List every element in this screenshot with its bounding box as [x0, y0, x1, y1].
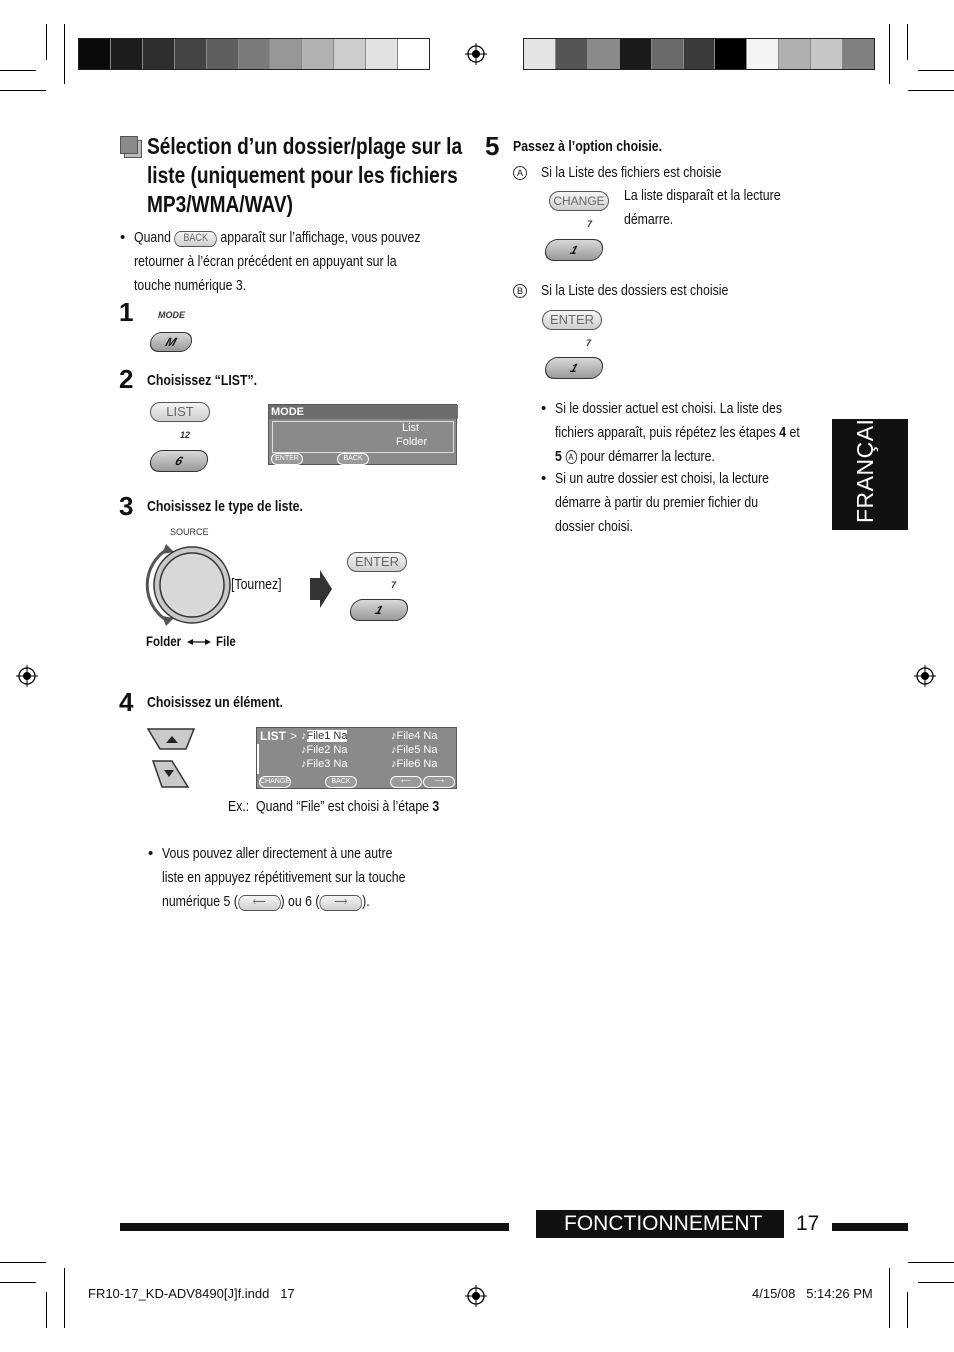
color-swatch [302, 39, 334, 69]
crop-mark [918, 70, 954, 71]
crop-mark [46, 1292, 47, 1328]
color-swatch [620, 39, 652, 69]
key-6-button[interactable]: 6 [146, 450, 211, 472]
display-file-item: ♪File4 Na [391, 730, 438, 742]
color-swatch [175, 39, 207, 69]
registration-mark-icon [465, 43, 487, 65]
change-key: CHANGE [549, 191, 609, 211]
music-note-icon: ♪ [391, 744, 397, 756]
step-label: Choisissez le type de liste. [147, 498, 303, 515]
crop-mark [0, 90, 46, 91]
display-scrollbar [257, 744, 259, 774]
mode-label: MODE [158, 310, 185, 320]
color-calibration-bar-right [523, 38, 875, 70]
arrow-right-icon [310, 570, 332, 608]
footer-rule-left [120, 1223, 509, 1231]
print-date-info: 4/15/08 5:14:26 PM [752, 1286, 873, 1301]
color-swatch [747, 39, 779, 69]
option-a: A Si la Liste des fichiers est choisie [513, 161, 761, 185]
crop-mark [46, 24, 47, 60]
circle-letter-a: A [565, 450, 576, 464]
color-swatch [779, 39, 811, 69]
language-tab [832, 402, 908, 530]
key-number-label: 7 [586, 338, 592, 348]
display-file-item: ♪File5 Na [391, 744, 438, 756]
display-item-folder: Folder [396, 436, 428, 448]
crop-mark [907, 1292, 908, 1328]
color-swatch [715, 39, 747, 69]
color-swatch [334, 39, 366, 69]
bullet: • [541, 470, 547, 487]
display-files-left [301, 729, 347, 771]
step4-bullet-paragraph: Vous pouvez aller directement à une autre liste en appuyez répétitivement sur la touche numérique 5 ( ⟵ ) ou 6 ( ⟶ ). [162, 845, 406, 910]
crop-mark [908, 90, 954, 91]
key-1-button[interactable]: 1 [346, 599, 411, 621]
circle-letter-b: B [513, 284, 527, 298]
down-key-button[interactable] [150, 758, 190, 790]
registration-mark-icon [914, 665, 936, 687]
display-back-button: BACK [337, 453, 369, 465]
music-note-icon: ♪ [301, 730, 307, 742]
step-number: 1 [119, 297, 134, 327]
crop-mark [918, 1282, 954, 1283]
display-mode-menu [268, 404, 457, 465]
display-file-list [256, 727, 457, 789]
music-note-icon: ♪ [301, 758, 307, 770]
color-swatch [652, 39, 684, 69]
crop-mark [889, 24, 890, 84]
enter-key: ENTER [347, 552, 407, 572]
right-arrow-key-icon: ⟶ [320, 895, 363, 911]
music-note-icon: ♪ [391, 730, 397, 742]
color-swatch [111, 39, 143, 69]
crop-mark [907, 24, 908, 60]
display-enter-button: ENTER [271, 453, 303, 465]
color-swatch [811, 39, 843, 69]
crop-mark [0, 1262, 46, 1263]
music-note-icon: ♪ [301, 744, 307, 756]
display-item-list: List [402, 422, 420, 434]
footer-rule-right [832, 1223, 908, 1231]
display-file-item: ♪File1 Na [301, 730, 348, 742]
crop-mark [64, 1268, 65, 1328]
color-calibration-bar-left [78, 38, 430, 70]
step-number: 3 [119, 491, 134, 521]
crop-mark [908, 1262, 954, 1263]
bullet: • [541, 400, 547, 417]
bullet: • [120, 229, 126, 246]
step-number: 4 [119, 687, 134, 717]
up-key-button[interactable] [146, 726, 196, 752]
color-swatch [270, 39, 302, 69]
color-swatch [524, 39, 556, 69]
display-file-item: ♪File6 Na [391, 758, 438, 770]
color-swatch [143, 39, 175, 69]
intro-paragraph: Quand BACK apparaît sur l’affichage, vous pouvez retourner à l’écran précédent en appuyant sur la touche numérique 3. [134, 229, 421, 294]
display-header: MODE [269, 405, 458, 419]
option-b: B Si la Liste des dossiers est choisie [513, 279, 770, 303]
option-a-result: La liste disparaît et la lecture démarre. [624, 187, 781, 228]
turn-label: [Tournez] [231, 576, 282, 593]
source-label: SOURCE [170, 527, 209, 537]
language-tab-label: FRANÇAIS [852, 402, 878, 523]
color-swatch [556, 39, 588, 69]
display-header: LIST [260, 729, 286, 743]
footer-section-box [536, 1210, 784, 1238]
step-label: Choisissez “LIST”. [147, 372, 258, 389]
step-number: 2 [119, 364, 134, 394]
color-swatch [239, 39, 271, 69]
section-square-icon [120, 136, 138, 154]
display-file-item: ♪File3 Na [301, 758, 348, 770]
color-swatch [843, 39, 874, 69]
key-1-button[interactable]: 1 [541, 239, 606, 261]
left-arrow-key-icon: ⟵ [238, 895, 281, 911]
step-label: Choisissez un élément. [147, 694, 284, 711]
step-label: Passez à l’option choisie. [513, 138, 663, 155]
circle-letter-a: A [513, 166, 527, 180]
display-file-item: ♪File2 Na [301, 744, 348, 756]
color-swatch [398, 39, 429, 69]
mode-key-button[interactable]: M [147, 332, 195, 352]
key-number-label: 7 [587, 219, 593, 229]
crop-mark [64, 24, 65, 84]
display-right-arrow-button: ⟶ [423, 776, 455, 788]
crop-mark [0, 70, 36, 71]
display-change-button: CHANGE [259, 776, 291, 788]
music-note-icon: ♪ [391, 758, 397, 770]
crop-mark [0, 1282, 36, 1283]
key-number-label: 7 [391, 580, 397, 590]
registration-mark-icon [16, 665, 38, 687]
file-label: File [216, 633, 236, 649]
print-file-info: FR10-17_KD-ADV8490[J]f.indd 17 [88, 1286, 295, 1301]
double-arrow-icon [187, 637, 211, 647]
color-swatch [684, 39, 716, 69]
control-dial-icon[interactable] [144, 540, 234, 630]
option-b-bullet-2: Si un autre dossier est choisi, la lecture démarre à partir du premier fichier du dossier choisi. [555, 470, 769, 535]
crop-mark [889, 1268, 890, 1328]
display-left-arrow-button: ⟵ [390, 776, 422, 788]
folder-label: Folder [146, 633, 182, 649]
color-swatch [588, 39, 620, 69]
color-swatch [366, 39, 398, 69]
list-key: LIST [150, 402, 210, 422]
page-number: 17 [796, 1212, 820, 1235]
enter-key: ENTER [542, 310, 602, 330]
color-swatch [79, 39, 111, 69]
bullet: • [148, 845, 154, 862]
example-caption: Ex.: Quand “File” est choisi à l’étape 3 [228, 798, 440, 815]
back-key: BACK [174, 231, 217, 247]
footer-section-label: FONCTIONNEMENT [564, 1212, 763, 1235]
color-swatch [207, 39, 239, 69]
key-number-label: 12 [180, 430, 191, 440]
registration-mark-icon [465, 1285, 487, 1307]
section-title: Sélection d’un dossier/plage sur la liste (uniquement pour les fichiers MP3/WMA/WAV) [147, 133, 463, 217]
key-1-button[interactable]: 1 [541, 357, 606, 379]
display-back-button: BACK [325, 776, 357, 788]
option-b-bullet-1: Si le dossier actuel est choisi. La liste des fichiers apparaît, puis répétez les étapes 4 et 5 A pour démarrer la lecture. [555, 400, 800, 465]
display-files-right [391, 729, 437, 771]
display-cursor: > [290, 729, 298, 743]
step-number: 5 [485, 131, 500, 161]
